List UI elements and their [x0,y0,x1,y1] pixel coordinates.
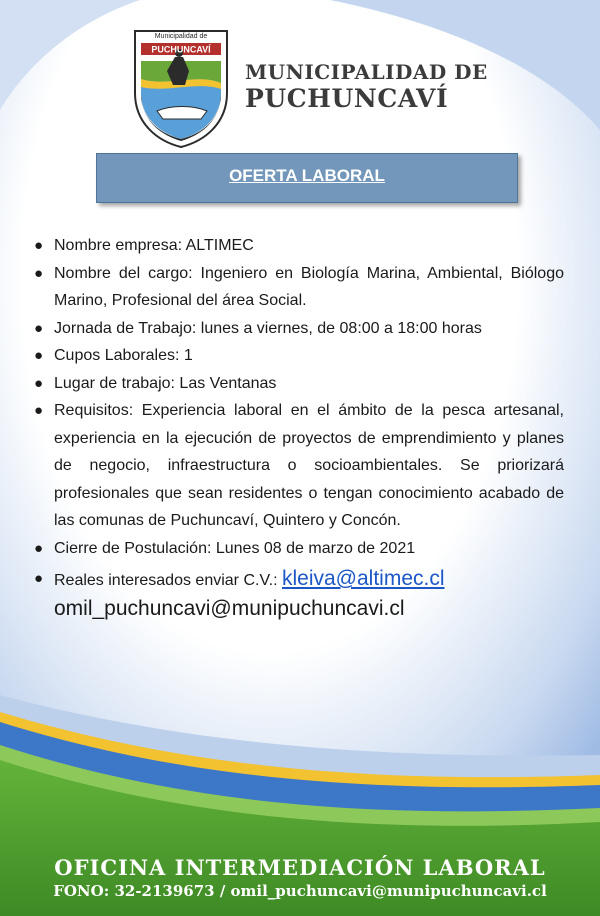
requisitos-text: Requisitos: Experiencia laboral en el ámbito de la pesca artesanal, experiencia en la ejecución de proyectos de emprendimiento y planes de negocio, infraestructura o socioambientales. Se priorizará profesionales que sean residentes o tengan conocimiento acabado de las comunas de Puchuncaví, Quintero y Concón. [54,402,564,529]
bullet-icon: ● [34,402,44,419]
email-omil: omil_puchuncavi@munipuchuncavi.cl [54,596,405,620]
bullet-icon: ● [34,347,44,364]
logo-name-text: PUCHUNCAVÍ [151,44,211,55]
bullet-icon: ● [34,237,44,254]
cierre-text: Cierre de Postulación: Lunes 08 de marzo de 2021 [54,539,416,557]
list-item [34,315,564,343]
cupos-text: Cupos Laborales: 1 [54,347,193,364]
offer-details [34,232,564,621]
header-title-line1: MUNICIPALIDAD DE [245,60,488,84]
interesados-text: Reales interesados enviar C.V.: [54,572,282,589]
list-item [34,565,564,595]
list-item [34,342,564,370]
list-item [34,232,564,260]
footer-title: OFICINA INTERMEDIACIÓN LABORAL [54,855,546,880]
bullet-icon: ● [34,570,44,587]
list-item [34,535,564,563]
lugar-text: Lugar de trabajo: Las Ventanas [54,374,277,392]
footer-contact: FONO: 32-2139673 / omil_puchuncavi@munipuchuncavi.cl [53,882,547,900]
jornada-text: Jornada de Trabajo: lunes a viernes, de 08:00 a 18:00 horas [54,319,482,337]
bullet-icon: ● [34,539,44,557]
offer-banner [96,153,518,203]
logo-top-text: Municipalidad de [154,33,208,40]
list-item [34,370,564,398]
empresa-text: Nombre empresa: ALTIMEC [54,237,254,254]
cargo-text: Nombre del cargo: Ingeniero en Biología Marina, Ambiental, Biólogo Marino, Profesional del área Social. [54,264,564,309]
header-title-line2: PUCHUNCAVÍ [245,84,449,113]
municipal-logo [127,27,235,149]
bullet-icon: ● [34,319,44,337]
list-item [34,260,564,315]
email-link-altimec[interactable]: kleiva@altimec.cl [281,567,445,590]
header-title [245,62,488,111]
bullet-icon: ● [34,374,44,392]
offer-banner-label: OFERTA LABORAL [229,166,385,185]
list-item [34,397,564,535]
bullet-icon: ● [34,264,44,282]
